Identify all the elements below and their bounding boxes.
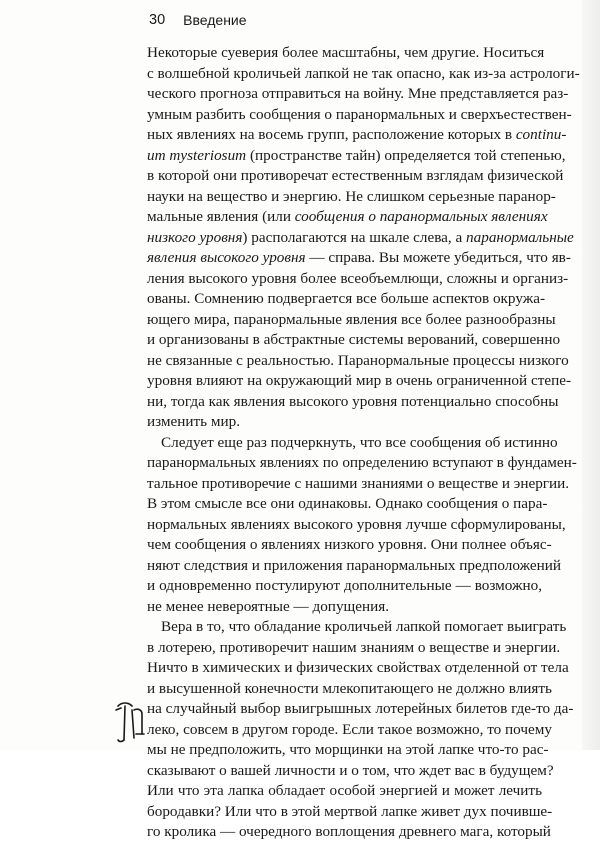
- text-line: [147, 43, 545, 64]
- text-segment: — справа. Вы можете убедиться, что яв-: [305, 249, 571, 266]
- body-text: [147, 43, 580, 843]
- text-line: [147, 125, 567, 146]
- running-header: [149, 12, 247, 28]
- text-line: [147, 187, 556, 208]
- italic-term: сообщения о паранормальных явлениях: [294, 208, 548, 225]
- page-edge: [582, 0, 600, 750]
- text-line: [147, 781, 542, 802]
- paragraph: [147, 617, 574, 843]
- text-segment: ческого прогноза отправиться на войну. Мне представляется раз-: [147, 85, 569, 102]
- text-line: [147, 597, 542, 618]
- text-line: [147, 822, 551, 843]
- text-line: [147, 699, 574, 720]
- text-line: [147, 474, 570, 495]
- text-segment: науки на вещество и энергию. Не слишком серьезные паранор-: [147, 187, 556, 205]
- paragraph: [147, 433, 577, 618]
- text-segment: Некоторые суеверия более масштабны, чем другие. Носиться: [147, 44, 545, 61]
- text-segment: го кролика — очередного воплощения древнего мага, который: [147, 823, 551, 840]
- text-line: [147, 146, 566, 167]
- text-segment: ) располагаются на шкале слева, а: [242, 228, 467, 246]
- text-segment: чем сообщения о явлениях низкого уровня. Они полнее объяс-: [147, 536, 552, 553]
- text-line: [147, 166, 564, 187]
- text-segment: и организованы в абстрактные системы верований, совершенно: [147, 331, 561, 348]
- paragraph: [147, 43, 580, 433]
- text-segment: мы не предположить, что морщинки на этой лапке что-то рас-: [147, 741, 549, 758]
- text-segment: в которой они противоречат естественным взглядам физической: [147, 167, 564, 184]
- text-segment: ных явлениях на восемь групп, расположение которых в: [147, 126, 516, 143]
- text-segment: не менее невероятные — допущения.: [147, 597, 390, 615]
- text-line: [147, 658, 569, 679]
- italic-term: паранормальные: [466, 228, 574, 246]
- text-segment: няют следствия и приложения паранормальных предположений: [147, 556, 561, 574]
- text-segment: Ничто в химических и физических свойствах отделенной от тела: [147, 659, 569, 676]
- text-line: [147, 228, 574, 249]
- section-title: Введение: [183, 12, 247, 28]
- text-segment: (пространстве тайн) определяется той степенью,: [246, 146, 566, 164]
- text-line: [147, 617, 567, 638]
- text-segment: в лотерею, противоречит нашим знаниям о веществе и энергии.: [147, 638, 561, 656]
- text-segment: нормальных явлениях высокого уровня лучше сформулированы,: [147, 515, 566, 533]
- text-segment: уровня влияют на окружающий мир в очень ограниченной степе-: [147, 372, 571, 389]
- text-line: [147, 105, 572, 126]
- text-segment: ления высокого уровня более всеобъемлющи, сложны и организ-: [147, 269, 569, 287]
- text-segment: ющего мира, паранормальные явления все более разнообразны: [147, 310, 556, 328]
- text-segment: не связанные с реальностью. Паранормальные процессы низкого: [147, 351, 569, 369]
- text-line: [147, 412, 542, 433]
- text-segment: Следует еще раз подчеркнуть, что все сообщения об истинно: [161, 433, 558, 451]
- text-line: [147, 330, 561, 351]
- text-segment: В этом смысле все они одинаковы. Однако сообщения о пара-: [147, 495, 548, 512]
- text-segment: Или что эта лапка обладает особой энергией и может лечить: [147, 782, 542, 799]
- text-line: [147, 679, 552, 700]
- text-line: [147, 638, 561, 659]
- text-line: [147, 515, 566, 536]
- text-segment: и одновременно постулируют дополнительные — возможно,: [147, 577, 542, 594]
- text-line: [147, 392, 559, 413]
- text-line: [147, 494, 548, 515]
- text-segment: ни, тогда как явления высокого уровня потенциально способны: [147, 392, 559, 410]
- text-segment: сказывают о вашей личности и о том, что ждет вас в будущем?: [147, 761, 554, 779]
- text-line: [147, 84, 569, 105]
- text-line: [147, 535, 552, 556]
- text-line: [147, 740, 549, 761]
- text-line: [147, 207, 548, 228]
- text-line: [147, 556, 561, 577]
- text-segment: с волшебной кроличьей лапкой не так опасно, как из-за астрологи-: [147, 64, 580, 82]
- text-segment: на случайный выбор выигрышных лотерейных билетов где-то да-: [147, 700, 574, 717]
- text-segment: паранормальных явлениях по определению вступают в фундамен-: [147, 454, 577, 471]
- page-number: 30: [149, 12, 166, 28]
- text-line: [147, 289, 546, 310]
- text-line: [147, 761, 554, 782]
- italic-term: низкого уровня: [147, 228, 243, 246]
- text-line: [147, 371, 571, 392]
- text-line: [147, 802, 553, 823]
- text-line: [147, 248, 571, 269]
- text-line: [147, 64, 580, 85]
- text-segment: изменить мир.: [147, 413, 241, 430]
- italic-term: явления высокого уровня: [147, 249, 306, 266]
- text-segment: ованы. Сомнению подвергается все больше аспектов окружа-: [147, 290, 546, 307]
- text-segment: умным разбить сообщения о паранормальных и сверхъестествен-: [147, 105, 572, 123]
- text-line: [147, 576, 542, 597]
- text-line: [147, 433, 558, 454]
- text-segment: тальное противоречие с нашими знаниями о веществе и энергии.: [147, 474, 570, 492]
- text-segment: и высушенной конечности млекопитающего не должно влиять: [147, 679, 552, 697]
- mage-figure-icon: [112, 698, 148, 744]
- text-segment: леко, совсем в другом городе. Если такое возможно, то почему: [147, 720, 552, 738]
- text-line: [147, 310, 556, 331]
- text-segment: Вера в то, что обладание кроличьей лапкой помогает выиграть: [161, 618, 567, 635]
- text-line: [147, 351, 569, 372]
- text-line: [147, 453, 577, 474]
- italic-term: continu-: [515, 126, 567, 143]
- text-segment: мальные явления (или: [147, 208, 295, 225]
- text-line: [147, 720, 552, 741]
- text-line: [147, 269, 569, 290]
- italic-term: um mysteriosum: [147, 146, 247, 164]
- text-segment: бородавки? Или что в этой мертвой лапке живет дух почивше-: [147, 802, 553, 820]
